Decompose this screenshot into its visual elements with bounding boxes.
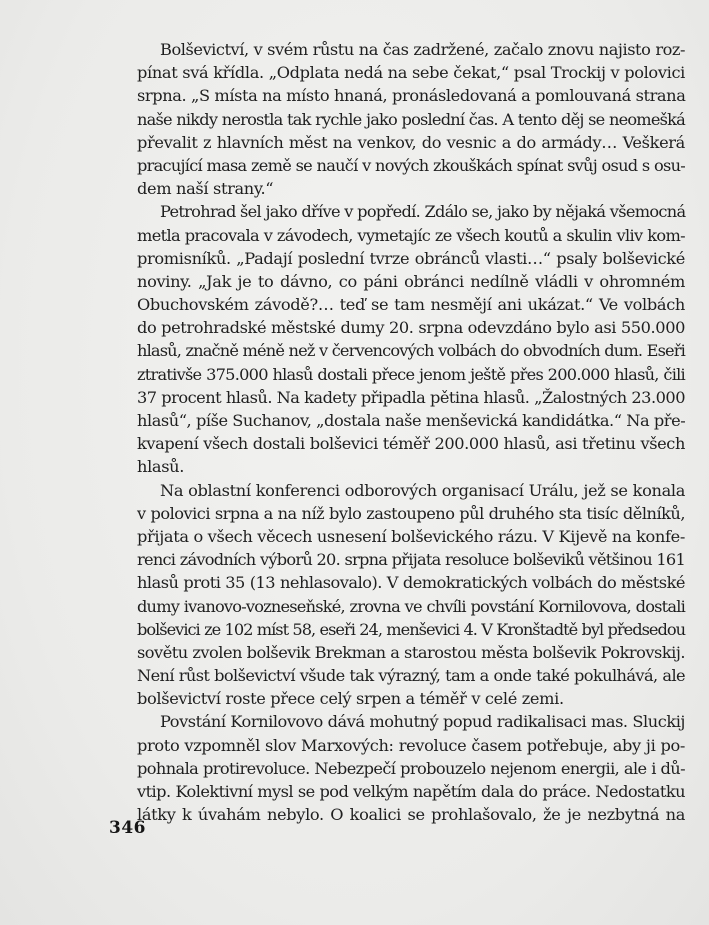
text-line: hlasů. (137, 457, 185, 477)
text-line: hlasů proti 35 (13 nehlasovalo). V demokratických volbách do městské (137, 573, 685, 593)
text-line: Na oblastní konferenci odborových organisací Urálu, jež se konala (160, 480, 685, 500)
text-line: bolševici ze 102 míst 58, eseři 24, menševici 4. V Kronštadtě byl předsedou (137, 619, 685, 639)
text-line: naše nikdy nerostla tak rychle jako poslední čas. A tento děj se neomešká (137, 109, 685, 129)
text-line: převalit z hlavních měst na venkov, do vesnic a do armády… Veškerá (137, 132, 685, 152)
paragraph-2 (137, 200, 685, 478)
text-line: noviny. „Jak je to dávno, co páni obránci nedílně vládli v ohromném (137, 271, 685, 291)
text-line: pracující masa země se naučí v nových zkouškách spínat svůj osud s osu- (137, 155, 685, 175)
body-text (137, 38, 685, 826)
text-line: kvapení všech dostali bolševici téměř 200.000 hlasů, asi třetinu všech (137, 434, 685, 454)
text-line: bolševictví roste přece celý srpen a téměř v celé zemi. (137, 689, 564, 709)
text-line: v polovici srpna a na níž bylo zastoupeno půl druhého sta tisíc dělníků, (137, 503, 685, 523)
text-line: dem naší strany.“ (137, 179, 274, 199)
text-line: 37 procent hlasů. Na kadety připadla pětina hlasů. „Žalostných 23.000 (137, 387, 685, 407)
text-line: hlasů“, píše Suchanov, „dostala naše menševická kandidátka.“ Na pře- (137, 411, 686, 430)
text-line: proto vzpomněl slov Marxových: revoluce časem potřebuje, aby ji po- (137, 735, 685, 755)
text-line: Povstání Kornilovovo dává mohutný popud radikalisaci mas. Sluckij (160, 712, 685, 732)
text-line: látky k úvahám nebylo. O koalici se prohlašovalo, že je nezbytná na (137, 805, 685, 825)
text-line: dumy ivanovo-vozneseňské, zrovna ve chvíli povstání Kornilovova, dostali (137, 596, 685, 616)
text-line: metla pracovala v závodech, vymetajíc ze všech koutů a skulin vliv kom- (137, 225, 685, 245)
text-line: pohnala protirevoluce. Nebezpečí probouzelo nejenom energii, ale i dů- (137, 758, 685, 778)
text-line: hlasů, značně méně než v červencových volbách do obvodních dum. Eseři (137, 341, 685, 361)
text-line: sovětu zvolen bolševik Brekman a starostou města bolševik Pokrovskij. (137, 642, 685, 662)
paragraph-1 (137, 38, 685, 200)
text-line: Není růst bolševictví všude tak výrazný, tam a onde také pokulhává, ale (137, 666, 685, 686)
text-line: promisníků. „Padají poslední tvrze obránců vlasti…“ psaly bolševické (137, 248, 685, 268)
text-line: renci závodních výborů 20. srpna přijata resoluce bolševiků většinou 161 (137, 550, 685, 570)
text-line: ztrativše 375.000 hlasů dostali přece jenom ještě přes 200.000 hlasů, čili (137, 364, 685, 384)
text-line: Petrohrad šel jako dříve v popředí. Zdálo se, jako by nějaká všemocná (160, 202, 686, 222)
text-line: vtip. Kolektivní mysl se pod velkým napětím dala do práce. Nedostatku (137, 782, 685, 801)
paragraph-4 (137, 710, 685, 826)
text-line: pínat svá křídla. „Odplata nedá na sebe čekat,“ psal Trockij v polovici (137, 63, 685, 83)
page-number: 346 (109, 818, 146, 838)
text-line: Bolševictví, v svém růstu na čas zadržené, začalo znovu najisto roz- (160, 40, 685, 59)
text-line: přijata o všech věcech usnesení bolševického rázu. V Kijevě na konfe- (137, 526, 685, 546)
text-line: srpna. „S místa na místo hnaná, pronásledovaná a pomlouvaná strana (137, 86, 686, 106)
paragraph-3 (137, 479, 685, 711)
text-line: do petrohradské městské dumy 20. srpna odevzdáno bylo asi 550.000 (137, 318, 685, 338)
text-line: Obuchovském závodě?… teď se tam nesmějí ani ukázat.“ Ve volbách (137, 295, 685, 315)
